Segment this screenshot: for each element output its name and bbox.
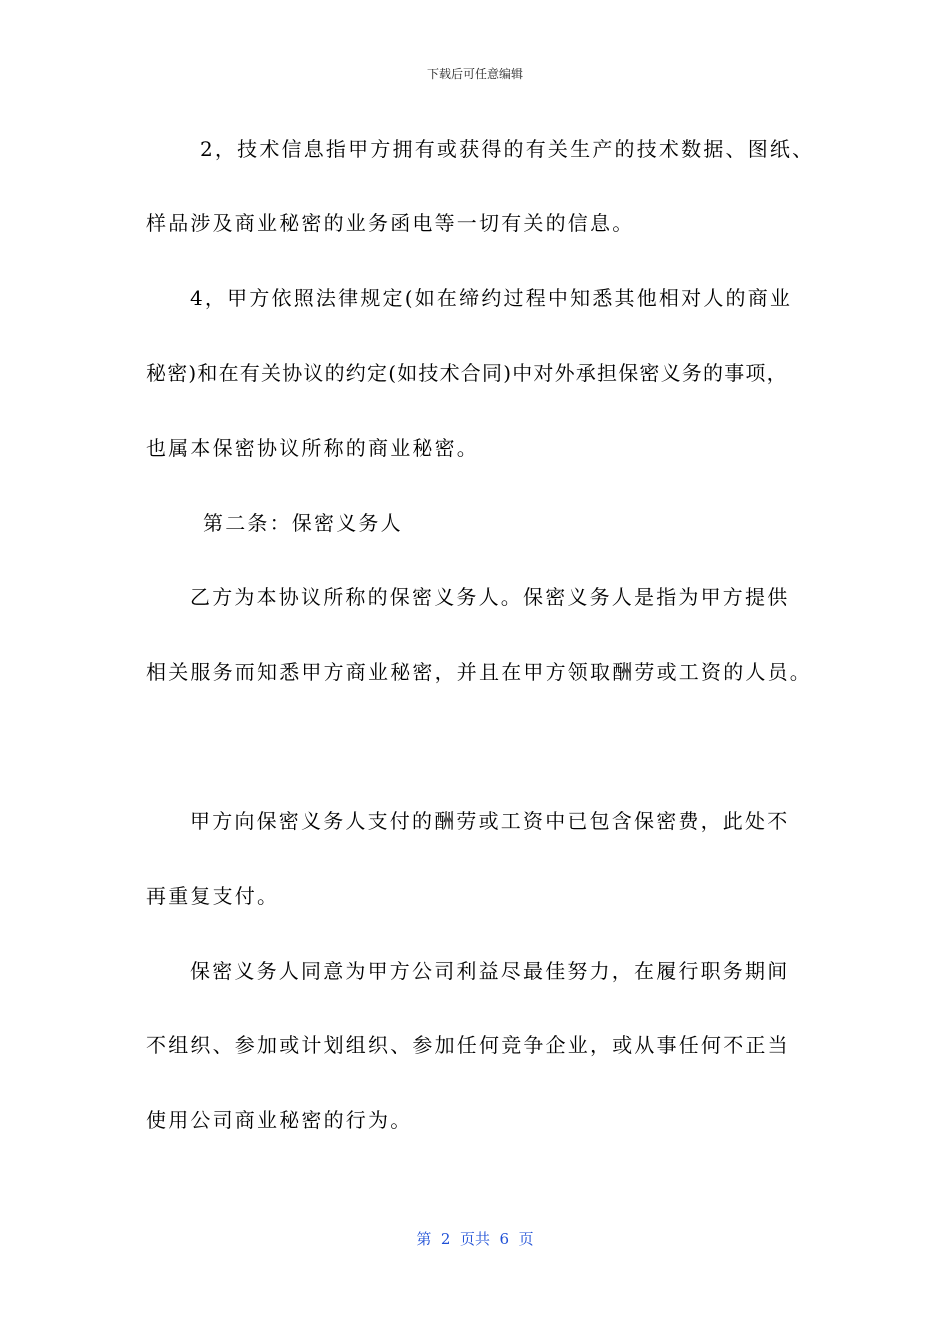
page-header: 下载后可任意编辑 <box>426 67 523 81</box>
paragraph-line: 使用公司商业秘密的行为。 <box>146 1108 413 1132</box>
paragraph-line: 不组织、参加或计划组织、参加任何竞争企业，或从事任何不正当 <box>146 1033 790 1057</box>
paragraph-line: 2，技术信息指甲方拥有或获得的有关生产的技术数据、图纸、 <box>200 137 815 161</box>
page-footer: 第 2 页共 6 页 <box>416 1230 534 1248</box>
paragraph-line: 4，甲方依照法律规定(如在缔约过程中知悉其他相对人的商业 <box>190 286 793 310</box>
paragraph-line: 也属本保密协议所称的商业秘密。 <box>146 436 479 460</box>
paragraph-line: 再重复支付。 <box>146 884 280 908</box>
paragraph-line: 相关服务而知悉甲方商业秘密，并且在甲方领取酬劳或工资的人员。 <box>146 660 812 684</box>
section-heading: 第二条：保密义务人 <box>203 511 403 535</box>
paragraph-line: 秘密)和在有关协议的约定(如技术合同)中对外承担保密义务的事项， <box>146 361 788 385</box>
paragraph-line: 甲方向保密义务人支付的酬劳或工资中已包含保密费，此处不 <box>190 809 790 833</box>
paragraph-line: 样品涉及商业秘密的业务函电等一切有关的信息。 <box>146 211 635 235</box>
paragraph-line: 保密义务人同意为甲方公司利益尽最佳努力，在履行职务期间 <box>190 959 790 983</box>
paragraph-line: 乙方为本协议所称的保密义务人。保密义务人是指为甲方提供 <box>190 585 790 609</box>
